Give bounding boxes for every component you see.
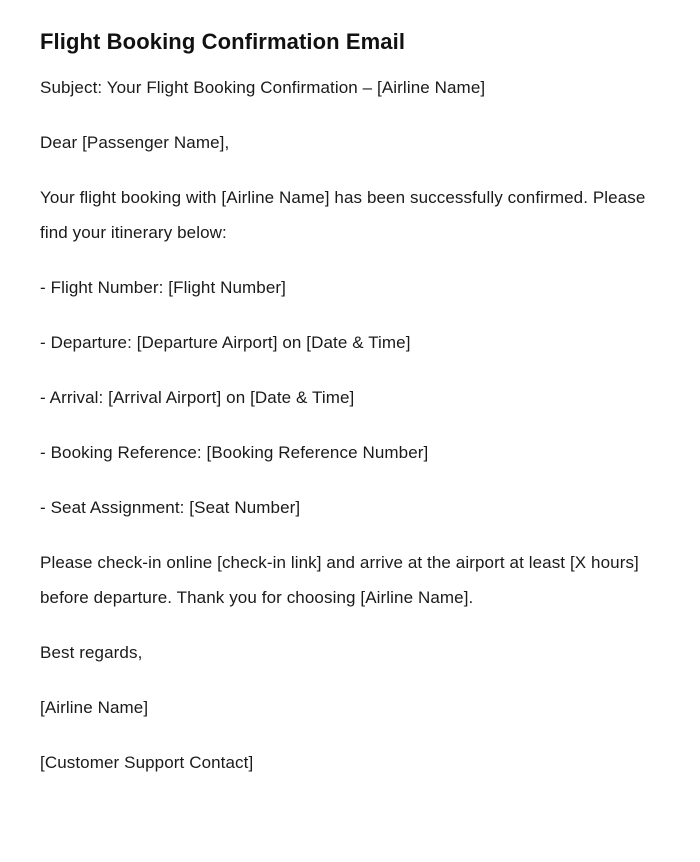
subject-line: Subject: Your Flight Booking Confirmation – [Airline Name] — [40, 78, 486, 97]
salutation: Dear [Passenger Name], — [40, 133, 230, 152]
itinerary-item-flight-number: - Flight Number: [Flight Number] — [40, 278, 286, 297]
signature-support-contact: [Customer Support Contact] — [40, 753, 254, 772]
page-title: Flight Booking Confirmation Email — [40, 29, 406, 54]
itinerary-item-departure: - Departure: [Departure Airport] on [Date & Time] — [40, 333, 411, 352]
itinerary-item-arrival: - Arrival: [Arrival Airport] on [Date & Time] — [40, 388, 355, 407]
closing-line: Best regards, — [40, 643, 143, 662]
signature-airline-name: [Airline Name] — [40, 698, 149, 717]
itinerary-item-seat-assignment: - Seat Assignment: [Seat Number] — [40, 498, 301, 517]
checkin-instructions-paragraph: Please check-in online [check-in link] and arrive at the airport at least [X hours] before departure. Thank you for choosing [Airline Name]. — [40, 553, 639, 607]
intro-paragraph: Your flight booking with [Airline Name] has been successfully confirmed. Please find your itinerary below: — [40, 188, 646, 242]
itinerary-item-booking-reference: - Booking Reference: [Booking Reference Number] — [40, 443, 429, 462]
